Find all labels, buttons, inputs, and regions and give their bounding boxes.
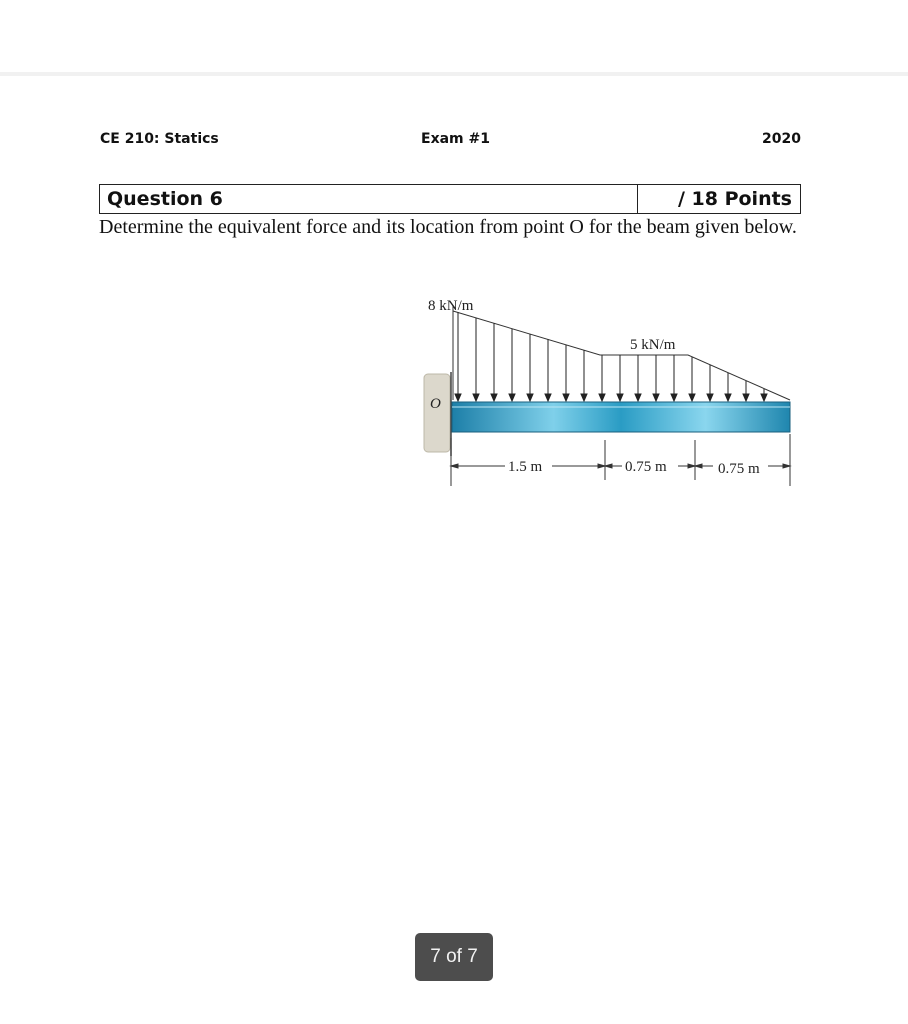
viewer-top-bar — [0, 0, 908, 76]
page-indicator: 7 of 7 — [415, 933, 493, 981]
dim-label-3: 0.75 m — [718, 461, 760, 477]
question-title: Question 6 — [100, 185, 638, 213]
course-title: CE 210: Statics — [100, 131, 219, 147]
exam-title: Exam #1 — [421, 131, 490, 147]
wall-support — [424, 374, 450, 452]
load-label-8: 8 kN/m — [428, 298, 474, 314]
question-header-box — [99, 184, 801, 214]
load-envelope — [453, 311, 790, 400]
point-o-label: O — [430, 396, 441, 412]
question-text: Determine the equivalent force and its location from point O for the beam given below. — [99, 216, 797, 238]
load-label-5: 5 kN/m — [630, 337, 676, 353]
question-points: / 18 Points — [677, 188, 792, 210]
dim-label-2: 0.75 m — [625, 459, 667, 475]
beam-figure — [400, 288, 810, 498]
exam-year: 2020 — [762, 131, 801, 147]
dim-label-1: 1.5 m — [508, 459, 543, 475]
dimension-lines — [451, 434, 790, 486]
